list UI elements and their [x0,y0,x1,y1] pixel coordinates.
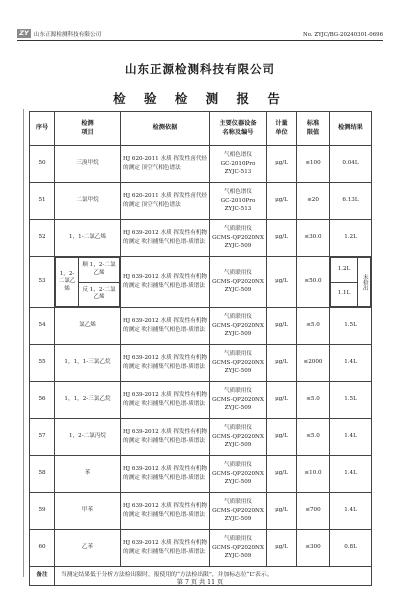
cell-limit: ≤5.0 [297,419,330,456]
cell-item-subs [79,258,120,307]
cell-item: 1，1，2-三氯乙烷 [55,382,121,419]
cell-unit: μg/L [267,419,297,456]
cell-unit: μg/L [267,146,297,183]
cell-result: 1.4L [330,419,372,456]
cell-basis: HJ 639-2012 水质 挥发性有机物的测定 吹扫捕集气相色谱-质谱法 [121,419,210,456]
header-item [55,112,121,146]
cell-result-subs [331,258,358,307]
cell-unit: μg/L [267,530,297,567]
cell-item [55,257,121,308]
header-unit [267,112,297,146]
cell-unit: μg/L [267,257,297,308]
table-row [30,530,372,567]
table-row [30,382,372,419]
cell-item: 氯乙烯 [55,308,121,345]
results-table [29,111,372,586]
result-subtable [330,257,371,307]
header-item-text: 检测 项目 [81,120,94,136]
cell-result: 1.4L [330,493,372,530]
table-row [30,419,372,456]
cell-unit: μg/L [267,382,297,419]
cell-equip: 气质联用仪 GCMS-QP2020NX ZYJC-509 [210,308,267,345]
cell-equip: 气质联用仪 GCMS-QP2020NX ZYJC-509 [210,456,267,493]
header-company-name: 山东正源检测科技有限公司 [34,32,102,38]
cell-unit: μg/L [267,345,297,382]
cell-basis: HJ 639-2012 水质 挥发性有机物的测定 吹扫捕集气相色谱-质谱法 [121,493,210,530]
cell-unit: μg/L [267,456,297,493]
cell-equip: 气质联用仪 GCMS-QP2020NX ZYJC-509 [210,345,267,382]
cell-item-main: 1，2-二氯乙烯 [56,258,79,307]
cell-unit: μg/L [267,308,297,345]
cell-item: 乙苯 [55,530,121,567]
cell-item: 1，1-二氯乙烯 [55,220,121,257]
cell-unit: μg/L [267,220,297,257]
cell-limit: ≤30.0 [297,220,330,257]
cell-item: 甲苯 [55,493,121,530]
table-body [30,146,372,567]
header-left [17,29,101,38]
cell-limit: ≤100 [297,146,330,183]
binding-line [23,109,24,577]
cell-result: 1.5L [330,382,372,419]
cell-limit: ≤5.0 [297,382,330,419]
cell-item-sub2: 反 1，2-二氯乙烯 [82,286,116,301]
cell-basis: HJ 639-2012 水质 挥发性有机物的测定 吹扫捕集气相色谱-质谱法 [121,308,210,345]
table-row [30,345,372,382]
cell-basis: HJ 639-2012 水质 挥发性有机物的测定 吹扫捕集气相色谱-质谱法 [121,220,210,257]
cell-basis: HJ 620-2011 水质 挥发性卤代烃的测定 顶空气相色谱法 [121,183,210,220]
cell-basis: HJ 620-2011 水质 挥发性卤代烃的测定 顶空气相色谱法 [121,146,210,183]
cell-basis: HJ 639-2012 水质 挥发性有机物的测定 吹扫捕集气相色谱-质谱法 [121,345,210,382]
cell-result: 0.04L [330,146,372,183]
cell-seq: 50 [30,146,55,183]
cell-limit: ≤5.0 [297,308,330,345]
table-header-row [30,112,372,146]
cell-item-sub1: 顺 1，2-二氯乙烯 [79,258,119,283]
cell-seq: 53 [30,257,55,308]
table-row [30,257,372,307]
cell-unit: μg/L [267,493,297,530]
cell-seq: 57 [30,419,55,456]
cell-limit: ≤50.0 [297,257,330,308]
cell-result: 6.13L [330,183,372,220]
cell-basis: HJ 639-2012 水质 挥发性有机物的测定 吹扫捕集气相色谱-质谱法 [121,257,210,308]
page-header [17,22,383,41]
item-subtable [55,257,120,307]
company-logo-icon: ZY [17,29,31,38]
cell-seq: 60 [30,530,55,567]
cell-equip: 气质联用仪 GCMS-QP2020NX ZYJC-509 [210,382,267,419]
header-unit-text: 计量 单位 [275,120,288,136]
cell-seq: 52 [30,220,55,257]
cell-result: 0.8L [330,530,372,567]
header-equip [210,112,267,146]
company-title: 山东正源检测科技有限公司 [125,62,275,76]
cell-limit: ≤700 [297,493,330,530]
table-row [30,146,372,183]
table-row [30,220,372,257]
cell-limit: ≤20 [297,183,330,220]
cell-result [330,257,372,308]
cell-limit: ≤10.0 [297,456,330,493]
cell-item: 1，2-二氯丙烷 [55,419,121,456]
cell-seq: 55 [30,345,55,382]
cell-unit: μg/L [267,183,297,220]
cell-result-1: 1.2L [331,258,357,283]
cell-seq: 59 [30,493,55,530]
cell-item: 苯 [55,456,121,493]
document-number: No. ZYJC/BG-20240301-0696 [303,32,383,38]
cell-limit: ≤2000 [297,345,330,382]
header-limit-text: 标准 限值 [306,120,320,136]
cell-result: 1.4L [330,345,372,382]
cell-result: 1.2L [330,220,372,257]
cell-basis: HJ 639-2012 水质 挥发性有机物的测定 吹扫捕集气相色谱-质谱法 [121,530,210,567]
table-row [30,308,372,345]
cell-result: 1.5L [330,308,372,345]
cell-equip: 气相色谱仪 GC-2010Pro ZYJC-513 [210,183,267,220]
cell-equip: 气质联用仪 GCMS-QP2020NX ZYJC-509 [210,220,267,257]
report-title: 检 验 检 测 报 告 [113,91,287,106]
header-limit [297,112,330,146]
cell-basis: HJ 639-2012 水质 挥发性有机物的测定 吹扫捕集气相色谱-质谱法 [121,382,210,419]
cell-result-2: 1.1L [337,290,351,297]
cell-seq: 58 [30,456,55,493]
cell-basis: HJ 639-2012 水质 挥发性有机物的测定 吹扫捕集气相色谱-质谱法 [121,456,210,493]
table-row [30,493,372,530]
note-text: 当测定结果低于分析方法检出限时，报使用的“方法检出限”，并加标志位“L”表示。 [55,567,372,586]
cell-result: 1.4L [330,456,372,493]
cell-item: 二氯甲烷 [55,183,121,220]
cell-equip: 气质联用仪 GCMS-QP2020NX ZYJC-509 [210,257,267,308]
cell-item: 三溴甲烷 [55,146,121,183]
table-row [30,456,372,493]
cell-result-main: 未检出 [358,258,371,307]
cell-equip: 气质联用仪 GCMS-QP2020NX ZYJC-509 [210,530,267,567]
cell-seq: 54 [30,308,55,345]
table-row [30,183,372,220]
cell-item: 1，1，1-三氯乙烷 [55,345,121,382]
header-basis: 检测依据 [121,112,210,146]
header-seq: 序号 [30,112,55,146]
cell-limit: ≤300 [297,530,330,567]
header-result: 检测结果 [330,112,372,146]
cell-seq: 56 [30,382,55,419]
cell-seq: 51 [30,183,55,220]
cell-equip: 气相色谱仪 GC-2010Pro ZYJC-513 [210,146,267,183]
note-label: 备注 [30,567,55,586]
cell-equip: 气质联用仪 GCMS-QP2020NX ZYJC-509 [210,419,267,456]
page-footer: 第 7 页 共 11 页 [176,579,224,586]
cell-equip: 气质联用仪 GCMS-QP2020NX ZYJC-509 [210,493,267,530]
header-equip-text: 主要仪器设备 名称及编号 [219,120,257,136]
